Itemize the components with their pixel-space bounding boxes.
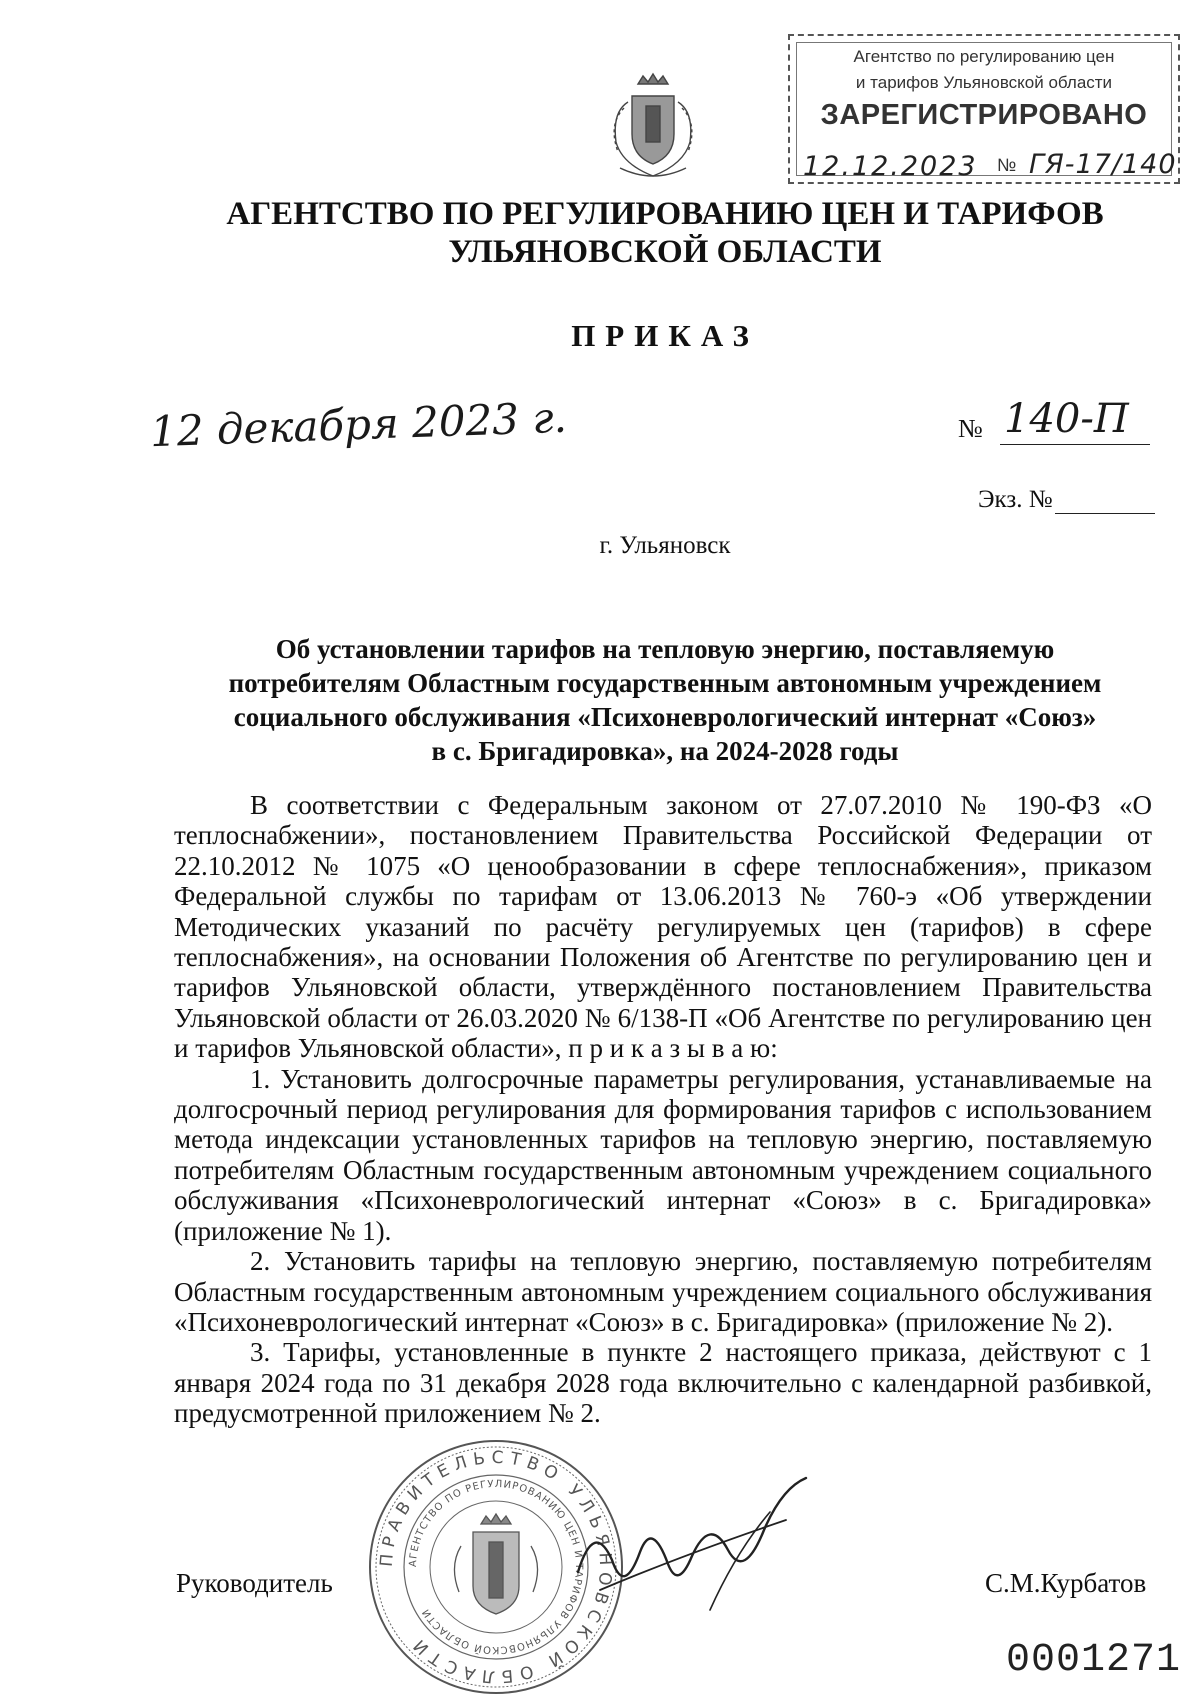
handwritten-signature: [560, 1460, 820, 1660]
order-number-underline: [1000, 444, 1150, 445]
order-title: ПРИКАЗ: [571, 318, 759, 353]
signatory-title: Руководитель: [176, 1568, 333, 1598]
agency-line2: УЛЬЯНОВСКОЙ ОБЛАСТИ: [448, 234, 882, 270]
order-subject: [168, 632, 1162, 768]
order-number-label: №: [958, 414, 983, 443]
order-body: [174, 790, 1152, 1429]
stamp-number-label: №: [997, 155, 1017, 175]
order-number: 140-П: [1004, 396, 1129, 442]
stamp-agency-line2: и тарифов Ульяновской области: [855, 73, 1113, 92]
copy-number: [978, 486, 1155, 514]
city: г. Ульяновск: [599, 532, 731, 559]
signatory-name: С.М.Курбатов: [985, 1568, 1147, 1598]
stamp-date: 12.12.2023: [803, 151, 978, 182]
serial-number: 0001271: [1006, 1638, 1182, 1683]
order-item: 1. Установить долгосрочные параметры регулирования, устанавливаемые на долгосрочный период регулирования для формирования тарифов с использованием метода индексации установленных тарифов на тепловую энергию, поставляемую потребителям Областным государственным автономным учреждением социального обслуживания «Психоневрологический интернат «Союз» в с. Бригадировка» (приложение № 1).: [174, 1063, 1152, 1246]
preamble-paragraph: В соответствии с Федеральным законом от 27.07.2010 № 190-ФЗ «О теплоснабжении», постановлением Правительства Российской Федерации от 22.10.2012 № 1075 «О ценообразовании в сфере теплоснабжения», приказом Федеральной службы по тарифам от 13.06.2013 № 760-э «Об утверждении Методических указаний по расчёту регулируемых цен (тарифов) в сфере теплоснабжения», на основании Положения об Агентстве по регулированию цен и тарифов Ульяновской области, утверждённого постановлением Правительства Ульяновской области от 26.03.2020 № 6/138-П «Об Агентстве по регулированию цен и тарифов Ульяновской области», п р и к а з ы в а ю:: [174, 790, 1152, 1064]
coat-of-arms-icon: [598, 72, 708, 184]
seal-inner-text: АГЕНТСТВО ПО РЕГУЛИРОВАНИЮ ЦЕН И ТАРИФОВ УЛЬЯНОВСКОЙ ОБЛАСТИ: [407, 1478, 585, 1656]
copy-number-label: Экз. №: [978, 486, 1053, 513]
seal-ring-text: ПРАВИТЕЛЬСТВО УЛЬЯНОВСКОЙ ОБЛАСТИ: [376, 1447, 616, 1687]
agency-heading: [0, 195, 1200, 271]
order-item: 2. Установить тарифы на тепловую энергию, поставляемую потребителям Областным государственным автономным учреждением социального обслуживания «Психоневрологический интернат «Союз» в с. Бригадировка» (приложение № 2).: [174, 1246, 1152, 1337]
subject-line: Об установлении тарифов на тепловую энергию, поставляемую: [275, 634, 1055, 664]
subject-line: в с. Бригадировка», на 2024-2028 годы: [431, 736, 899, 766]
order-item: 3. Тарифы, установленные в пункте 2 настоящего приказа, действуют с 1 января 2024 года по 31 декабря 2028 года включительно с календарной разбивкой, предусмотренной приложением № 2.: [174, 1337, 1152, 1429]
copy-number-blank: [1055, 491, 1155, 514]
stamp-agency-line1: Агентство по регулированию цен: [853, 47, 1115, 66]
registration-stamp: [788, 34, 1180, 184]
subject-line: социального обслуживания «Психоневрологический интернат «Союз»: [233, 702, 1097, 732]
agency-line1: АГЕНТСТВО ПО РЕГУЛИРОВАНИЮ ЦЕН И ТАРИФОВ: [226, 196, 1104, 232]
subject-line: потребителям Областным государственным автономным учреждением: [228, 668, 1102, 698]
order-date: 12 декабря 2023 г.: [149, 392, 568, 457]
stamp-status: ЗАРЕГИСТРИРОВАНО: [820, 99, 1148, 131]
stamp-number: ГЯ-17/140: [1029, 149, 1177, 180]
